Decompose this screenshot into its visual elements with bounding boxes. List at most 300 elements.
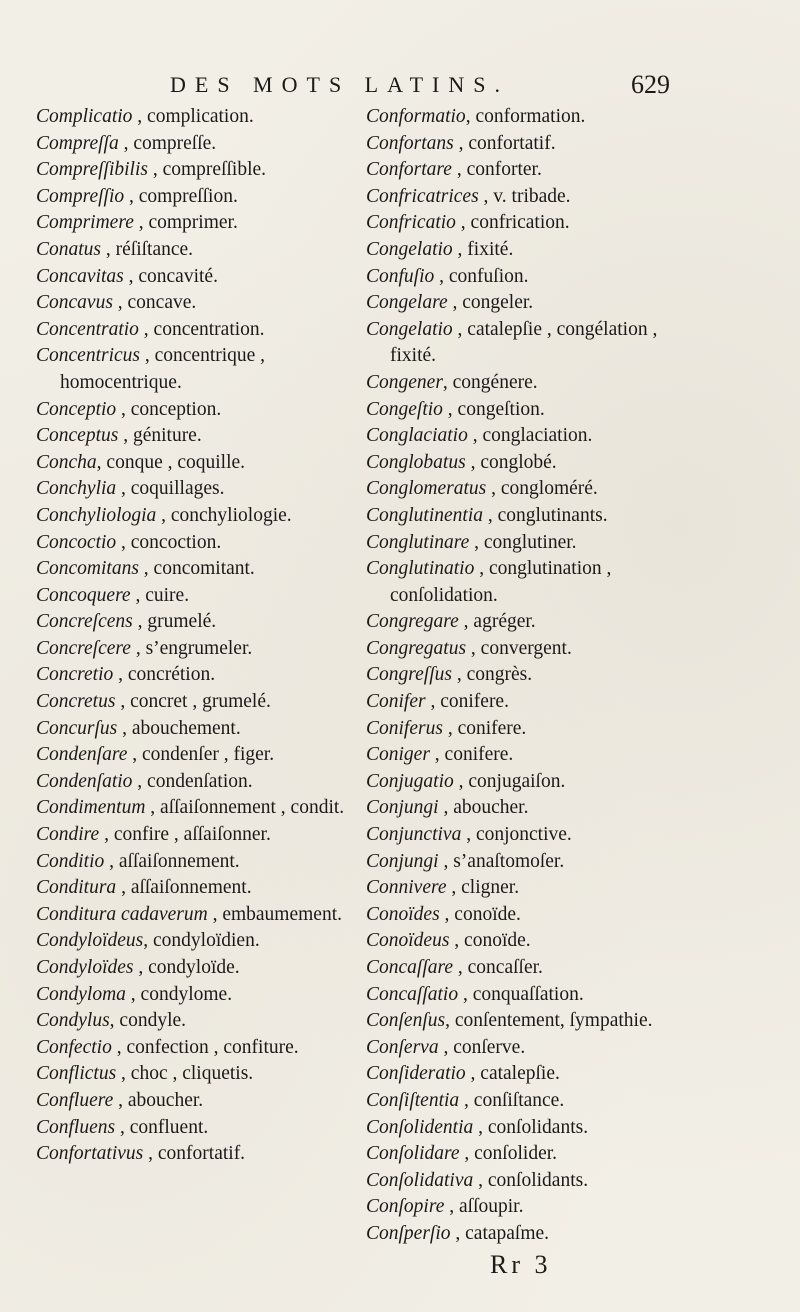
separator: , <box>451 159 467 181</box>
french-definition: confortatif. <box>157 1143 246 1165</box>
dictionary-entry <box>366 902 666 929</box>
latin-term: Conceptus <box>36 425 119 447</box>
latin-term: Conſolidativa <box>366 1169 474 1191</box>
french-definition: conforter. <box>466 159 542 181</box>
latin-term: Congregare <box>366 611 459 633</box>
separator: , <box>466 637 481 659</box>
separator: , <box>465 106 476 127</box>
french-definition: choc , cliquetis. <box>130 1063 254 1085</box>
separator: , <box>442 717 458 739</box>
latin-term: Concavus <box>36 292 113 314</box>
separator: , <box>116 398 131 420</box>
separator: , <box>147 159 163 181</box>
dictionary-entry <box>366 928 666 955</box>
dictionary-entry <box>366 397 666 424</box>
separator: , <box>453 132 469 154</box>
latin-term: Condire <box>36 824 100 846</box>
french-definition: géniture. <box>132 425 202 447</box>
latin-term: Conjungi <box>366 850 439 872</box>
latin-term: Congreſſus <box>366 664 452 686</box>
separator: , <box>459 1143 475 1165</box>
dictionary-entry <box>36 716 346 743</box>
dictionary-entry <box>366 556 666 609</box>
separator: , <box>109 1010 120 1032</box>
dictionary-entry <box>36 397 346 424</box>
latin-term: Condyloïdes <box>36 957 134 978</box>
latin-term: Conditura <box>36 877 117 899</box>
dictionary-entry <box>36 476 346 503</box>
dictionary-entry <box>36 982 346 1009</box>
dictionary-entry <box>366 503 666 530</box>
separator: , <box>438 797 454 819</box>
dictionary-entry <box>36 822 346 849</box>
separator: , <box>123 265 139 287</box>
signature-mark: Rr 3 <box>490 1250 552 1279</box>
separator: , <box>118 132 134 154</box>
page-header <box>130 72 670 108</box>
dictionary-entry <box>36 423 346 450</box>
separator: , <box>113 1089 128 1111</box>
latin-term: Conoïdeus <box>366 930 450 952</box>
separator: , <box>450 1222 466 1244</box>
separator: , <box>442 371 453 393</box>
latin-term: Conglutinentia <box>366 504 483 526</box>
page-number: 629 <box>631 70 670 99</box>
dictionary-entry <box>366 716 666 743</box>
latin-term: Conjugatio <box>366 770 454 792</box>
separator: , <box>465 451 481 473</box>
french-definition: catalepſie. <box>480 1063 560 1085</box>
separator: , <box>207 903 223 925</box>
dictionary-entry <box>366 264 666 291</box>
latin-term: Concentratio <box>36 318 139 340</box>
french-definition: condyloïde. <box>148 957 240 978</box>
running-title: DES MOTS LATINS. <box>170 72 509 97</box>
separator: , <box>133 212 149 234</box>
separator: , <box>453 957 468 978</box>
dictionary-entry <box>366 317 666 370</box>
french-definition: conglutiner. <box>483 531 577 553</box>
latin-term: Congelatio <box>366 318 453 340</box>
french-definition: confuſion. <box>448 265 529 287</box>
dictionary-entry <box>36 689 346 716</box>
french-definition: conifere. <box>457 717 527 739</box>
separator: , <box>438 1036 454 1058</box>
french-definition: conifere. <box>444 744 514 766</box>
dictionary-entry <box>366 1061 666 1088</box>
latin-term: Concretio <box>36 664 114 686</box>
dictionary-entry <box>366 609 666 636</box>
left-column <box>36 104 346 1168</box>
latin-term: Confortativus <box>36 1143 144 1165</box>
separator: , <box>453 770 469 792</box>
french-definition: compreſſe. <box>133 132 217 154</box>
dictionary-entry <box>366 370 666 397</box>
separator: , <box>132 106 148 127</box>
french-definition: conſolidants. <box>487 1116 589 1138</box>
dictionary-entry <box>36 1035 346 1062</box>
separator: , <box>461 824 476 846</box>
dictionary-entry <box>36 1061 346 1088</box>
latin-term: Concomitans <box>36 558 139 580</box>
separator: , <box>111 1036 127 1058</box>
latin-term: Condylus <box>36 1010 110 1032</box>
dictionary-entry <box>366 849 666 876</box>
separator: , <box>139 345 155 367</box>
latin-term: Concaſſare <box>366 957 454 978</box>
separator: , <box>116 877 131 899</box>
separator: , <box>127 744 142 766</box>
dictionary-entry <box>36 583 346 610</box>
latin-term: Concentricus <box>36 345 140 367</box>
dictionary-entry <box>36 556 346 583</box>
french-definition: conglaciation. <box>482 425 593 447</box>
french-definition: conſiſtance. <box>473 1089 565 1111</box>
dictionary-entry <box>36 795 346 822</box>
french-definition: comprimer. <box>148 212 238 234</box>
dictionary-entry <box>36 955 346 982</box>
separator: , <box>474 558 489 580</box>
separator: , <box>145 797 161 819</box>
latin-term: Concoquere <box>36 584 131 606</box>
separator: , <box>143 930 153 952</box>
french-definition: condyloïdien. <box>153 930 260 952</box>
dictionary-entry <box>36 636 346 663</box>
dictionary-entry <box>36 1141 346 1168</box>
french-definition: conchyliologie. <box>170 504 292 526</box>
french-definition: conquaſſation. <box>472 983 584 1005</box>
french-definition: congrès. <box>466 664 533 686</box>
dictionary-entry <box>366 742 666 769</box>
separator: , <box>425 691 441 713</box>
separator: , <box>458 611 474 633</box>
french-definition: grumelé. <box>147 611 217 633</box>
dictionary-entry <box>36 1115 346 1142</box>
latin-term: Compreſſibilis <box>36 159 148 181</box>
dictionary-entry <box>366 662 666 689</box>
separator: , <box>138 318 154 340</box>
latin-term: Congelare <box>366 292 448 314</box>
dictionary-entry <box>366 1141 666 1168</box>
latin-term: Compreſſio <box>36 185 125 207</box>
french-definition: s’anaſtomoſer. <box>453 850 565 872</box>
latin-term: Condenſare <box>36 744 128 766</box>
separator: , <box>125 983 141 1005</box>
french-definition: conſolidants. <box>487 1169 589 1191</box>
separator: , <box>459 1089 474 1111</box>
latin-term: Condenſatio <box>36 770 133 792</box>
latin-term: Comprimere <box>36 212 134 234</box>
dictionary-entry <box>36 1088 346 1115</box>
dictionary-entry <box>366 131 666 158</box>
french-definition: congeſtion. <box>457 398 545 420</box>
separator: , <box>452 238 468 260</box>
dictionary-entry <box>366 157 666 184</box>
separator: , <box>458 983 473 1005</box>
latin-term: Conoïdes <box>366 903 440 925</box>
french-definition: confortatif. <box>468 132 556 154</box>
latin-term: Conditio <box>36 850 105 872</box>
separator: , <box>483 504 498 526</box>
french-definition: concoction. <box>130 531 222 553</box>
dictionary-entry <box>366 210 666 237</box>
separator: , <box>133 957 149 978</box>
latin-term: Conglobatus <box>366 451 466 473</box>
french-definition: s’engrumeler. <box>145 637 253 659</box>
dictionary-entry <box>36 290 346 317</box>
dictionary-entry <box>366 530 666 557</box>
dictionary-entry <box>36 317 346 344</box>
dictionary-entry <box>366 1008 666 1035</box>
latin-term: Concaſſatio <box>366 983 459 1005</box>
separator: , <box>115 691 131 713</box>
separator: , <box>473 1169 488 1191</box>
french-definition: conjugaiſon. <box>468 770 566 792</box>
french-definition: concomitant. <box>153 558 255 580</box>
latin-term: Compreſſa <box>36 132 119 154</box>
french-definition: complication. <box>147 106 254 127</box>
dictionary-entry <box>366 795 666 822</box>
separator: , <box>455 212 471 234</box>
latin-term: Conditura cadaverum <box>36 903 208 925</box>
separator: , <box>465 1063 481 1085</box>
dictionary-entry <box>366 290 666 317</box>
latin-term: Conglutinare <box>366 531 470 553</box>
french-definition: condyle. <box>119 1010 187 1032</box>
separator: , <box>101 238 116 260</box>
french-definition: conglutinants. <box>497 504 608 526</box>
latin-term: Conſopire <box>366 1196 445 1218</box>
separator: , <box>124 185 139 207</box>
latin-term: Confricatio <box>366 212 456 234</box>
separator: , <box>429 744 445 766</box>
separator: , <box>478 185 494 207</box>
french-definition: conoïde. <box>454 903 521 925</box>
separator: , <box>434 265 449 287</box>
french-definition: embaumement. <box>222 903 342 925</box>
french-definition: concrétion. <box>127 664 216 686</box>
dictionary-entry <box>366 104 666 131</box>
french-definition: concentration. <box>153 318 265 340</box>
dictionary-entry <box>36 264 346 291</box>
latin-term: Conatus <box>36 238 102 260</box>
latin-term: Condyloma <box>36 983 126 1005</box>
french-definition: concret , grumelé. <box>130 691 271 713</box>
latin-term: Condyloïdeus <box>36 930 144 952</box>
french-definition: congénere. <box>452 371 538 393</box>
latin-term: Confortans <box>366 132 454 154</box>
french-definition: aboucher. <box>127 1089 204 1111</box>
french-definition: aſſoupir. <box>459 1196 524 1218</box>
separator: , <box>96 451 107 473</box>
french-definition: congeler. <box>462 292 534 314</box>
french-definition: aſſaiſonnement. <box>118 850 240 872</box>
latin-term: Conjunctiva <box>366 824 462 846</box>
dictionary-entry <box>366 184 666 211</box>
latin-term: Congeſtio <box>366 398 443 420</box>
separator: , <box>452 318 468 340</box>
separator: , <box>156 504 171 526</box>
separator: , <box>132 770 148 792</box>
french-definition: cligner. <box>461 877 520 899</box>
latin-term: Conglutinatio <box>366 558 475 580</box>
separator: , <box>449 930 465 952</box>
dictionary-entry <box>36 849 346 876</box>
french-definition: cuire. <box>145 584 190 606</box>
french-definition: compreſſion. <box>138 185 238 207</box>
latin-term: Complicatio <box>36 106 133 127</box>
latin-term: Concha <box>36 451 97 473</box>
french-definition: concentrique , homocentrique. <box>60 345 266 393</box>
dictionary-entry <box>36 157 346 184</box>
dictionary-entry <box>36 503 346 530</box>
separator: , <box>486 478 501 500</box>
dictionary-entry <box>366 689 666 716</box>
french-definition: compreſſible. <box>162 159 267 181</box>
latin-term: Conſerva <box>366 1036 439 1058</box>
dictionary-entry <box>36 184 346 211</box>
dictionary-entry <box>36 1008 346 1035</box>
dictionary-entry <box>366 875 666 902</box>
separator: , <box>444 1196 459 1218</box>
dictionary-entry <box>36 131 346 158</box>
right-column <box>366 104 666 1248</box>
latin-term: Conglaciatio <box>366 425 468 447</box>
separator: , <box>132 611 148 633</box>
dictionary-entry <box>36 742 346 769</box>
latin-term: Confectio <box>36 1036 112 1058</box>
dictionary-entry <box>36 902 346 929</box>
latin-term: Conifer <box>366 691 426 713</box>
dictionary-entry <box>366 769 666 796</box>
latin-term: Concreſcens <box>36 611 133 633</box>
separator: , <box>112 292 128 314</box>
dictionary-entry <box>36 769 346 796</box>
separator: , <box>117 717 132 739</box>
french-definition: concave. <box>127 292 197 314</box>
separator: , <box>99 824 114 846</box>
dictionary-entry <box>366 955 666 982</box>
french-definition: fixité. <box>467 238 514 260</box>
separator: , <box>130 637 146 659</box>
separator: , <box>447 292 463 314</box>
dictionary-entry <box>366 636 666 663</box>
french-definition: conformation. <box>475 106 586 127</box>
dictionary-entry <box>36 104 346 131</box>
dictionary-entry <box>36 609 346 636</box>
latin-term: Concavitas <box>36 265 124 287</box>
french-definition: concavité. <box>138 265 218 287</box>
french-definition: coquillages. <box>130 478 225 500</box>
dictionary-entry <box>366 237 666 264</box>
latin-term: Confuſio <box>366 265 435 287</box>
latin-term: Conchylia <box>36 478 117 500</box>
dictionary-entry <box>36 237 346 264</box>
separator: , <box>473 1116 488 1138</box>
dictionary-entry <box>36 210 346 237</box>
latin-term: Congener <box>366 371 443 393</box>
french-definition: agréger. <box>473 611 536 633</box>
latin-term: Confluere <box>36 1089 114 1111</box>
french-definition: congloméré. <box>500 478 598 500</box>
french-definition: confection , confiture. <box>126 1036 299 1058</box>
french-definition: catapaſme. <box>465 1222 550 1244</box>
french-definition: conglobé. <box>480 451 557 473</box>
dictionary-entry <box>366 822 666 849</box>
dictionary-entry <box>366 1194 666 1221</box>
french-definition: conque , coquille. <box>106 451 246 473</box>
separator: , <box>467 425 483 447</box>
latin-term: Condimentum <box>36 797 146 819</box>
french-definition: aboucher. <box>453 797 529 819</box>
dictionary-entry <box>366 1115 666 1142</box>
separator: , <box>116 478 131 500</box>
separator: , <box>469 531 484 553</box>
separator: , <box>445 1010 455 1032</box>
separator: , <box>438 850 454 872</box>
french-definition: concaſſer. <box>467 957 543 978</box>
separator: , <box>104 850 119 872</box>
separator: , <box>442 398 458 420</box>
dictionary-entry <box>366 1168 666 1195</box>
dictionary-entry <box>366 476 666 503</box>
latin-term: Conſiſtentia <box>366 1089 460 1111</box>
french-definition: conifere. <box>440 691 509 713</box>
dictionary-entry <box>366 1088 666 1115</box>
french-definition: confire , aſſaiſonner. <box>113 824 271 846</box>
dictionary-entry <box>36 662 346 689</box>
french-definition: conoïde. <box>464 930 531 952</box>
separator: , <box>113 664 128 686</box>
separator: , <box>451 664 467 686</box>
dictionary-entry <box>36 530 346 557</box>
latin-term: Conchyliologia <box>36 504 157 526</box>
latin-term: Connivere <box>366 877 447 899</box>
latin-term: Concretus <box>36 691 116 713</box>
french-definition: confrication. <box>470 212 570 234</box>
separator: , <box>118 425 133 447</box>
latin-term: Conſolidentia <box>366 1116 474 1138</box>
separator: , <box>116 531 131 553</box>
french-definition: condenſation. <box>147 770 253 792</box>
latin-term: Confortare <box>366 159 452 181</box>
latin-term: Confricatrices <box>366 185 479 207</box>
latin-term: Conflictus <box>36 1063 117 1085</box>
french-definition: abouchement. <box>131 717 241 739</box>
latin-term: Conformatio <box>366 106 466 127</box>
dictionary-entry <box>36 875 346 902</box>
separator: , <box>130 584 146 606</box>
dictionary-entry <box>366 1035 666 1062</box>
latin-term: Congregatus <box>366 637 467 659</box>
latin-term: Concoctio <box>36 531 117 553</box>
french-definition: condylome. <box>140 983 233 1005</box>
latin-term: Coniferus <box>366 717 443 739</box>
french-definition: conjonctive. <box>475 824 572 846</box>
french-definition: conception. <box>130 398 222 420</box>
dictionary-entry <box>36 343 346 396</box>
separator: , <box>143 1143 158 1165</box>
latin-term: Congelatio <box>366 238 453 260</box>
separator: , <box>446 877 462 899</box>
separator: , <box>439 903 455 925</box>
latin-term: Concurſus <box>36 717 118 739</box>
separator: , <box>116 1063 131 1085</box>
dictionary-entry <box>36 928 346 955</box>
french-definition: condenſer , figer. <box>141 744 275 766</box>
latin-term: Conceptio <box>36 398 117 420</box>
latin-term: Conſperſio <box>366 1222 451 1244</box>
